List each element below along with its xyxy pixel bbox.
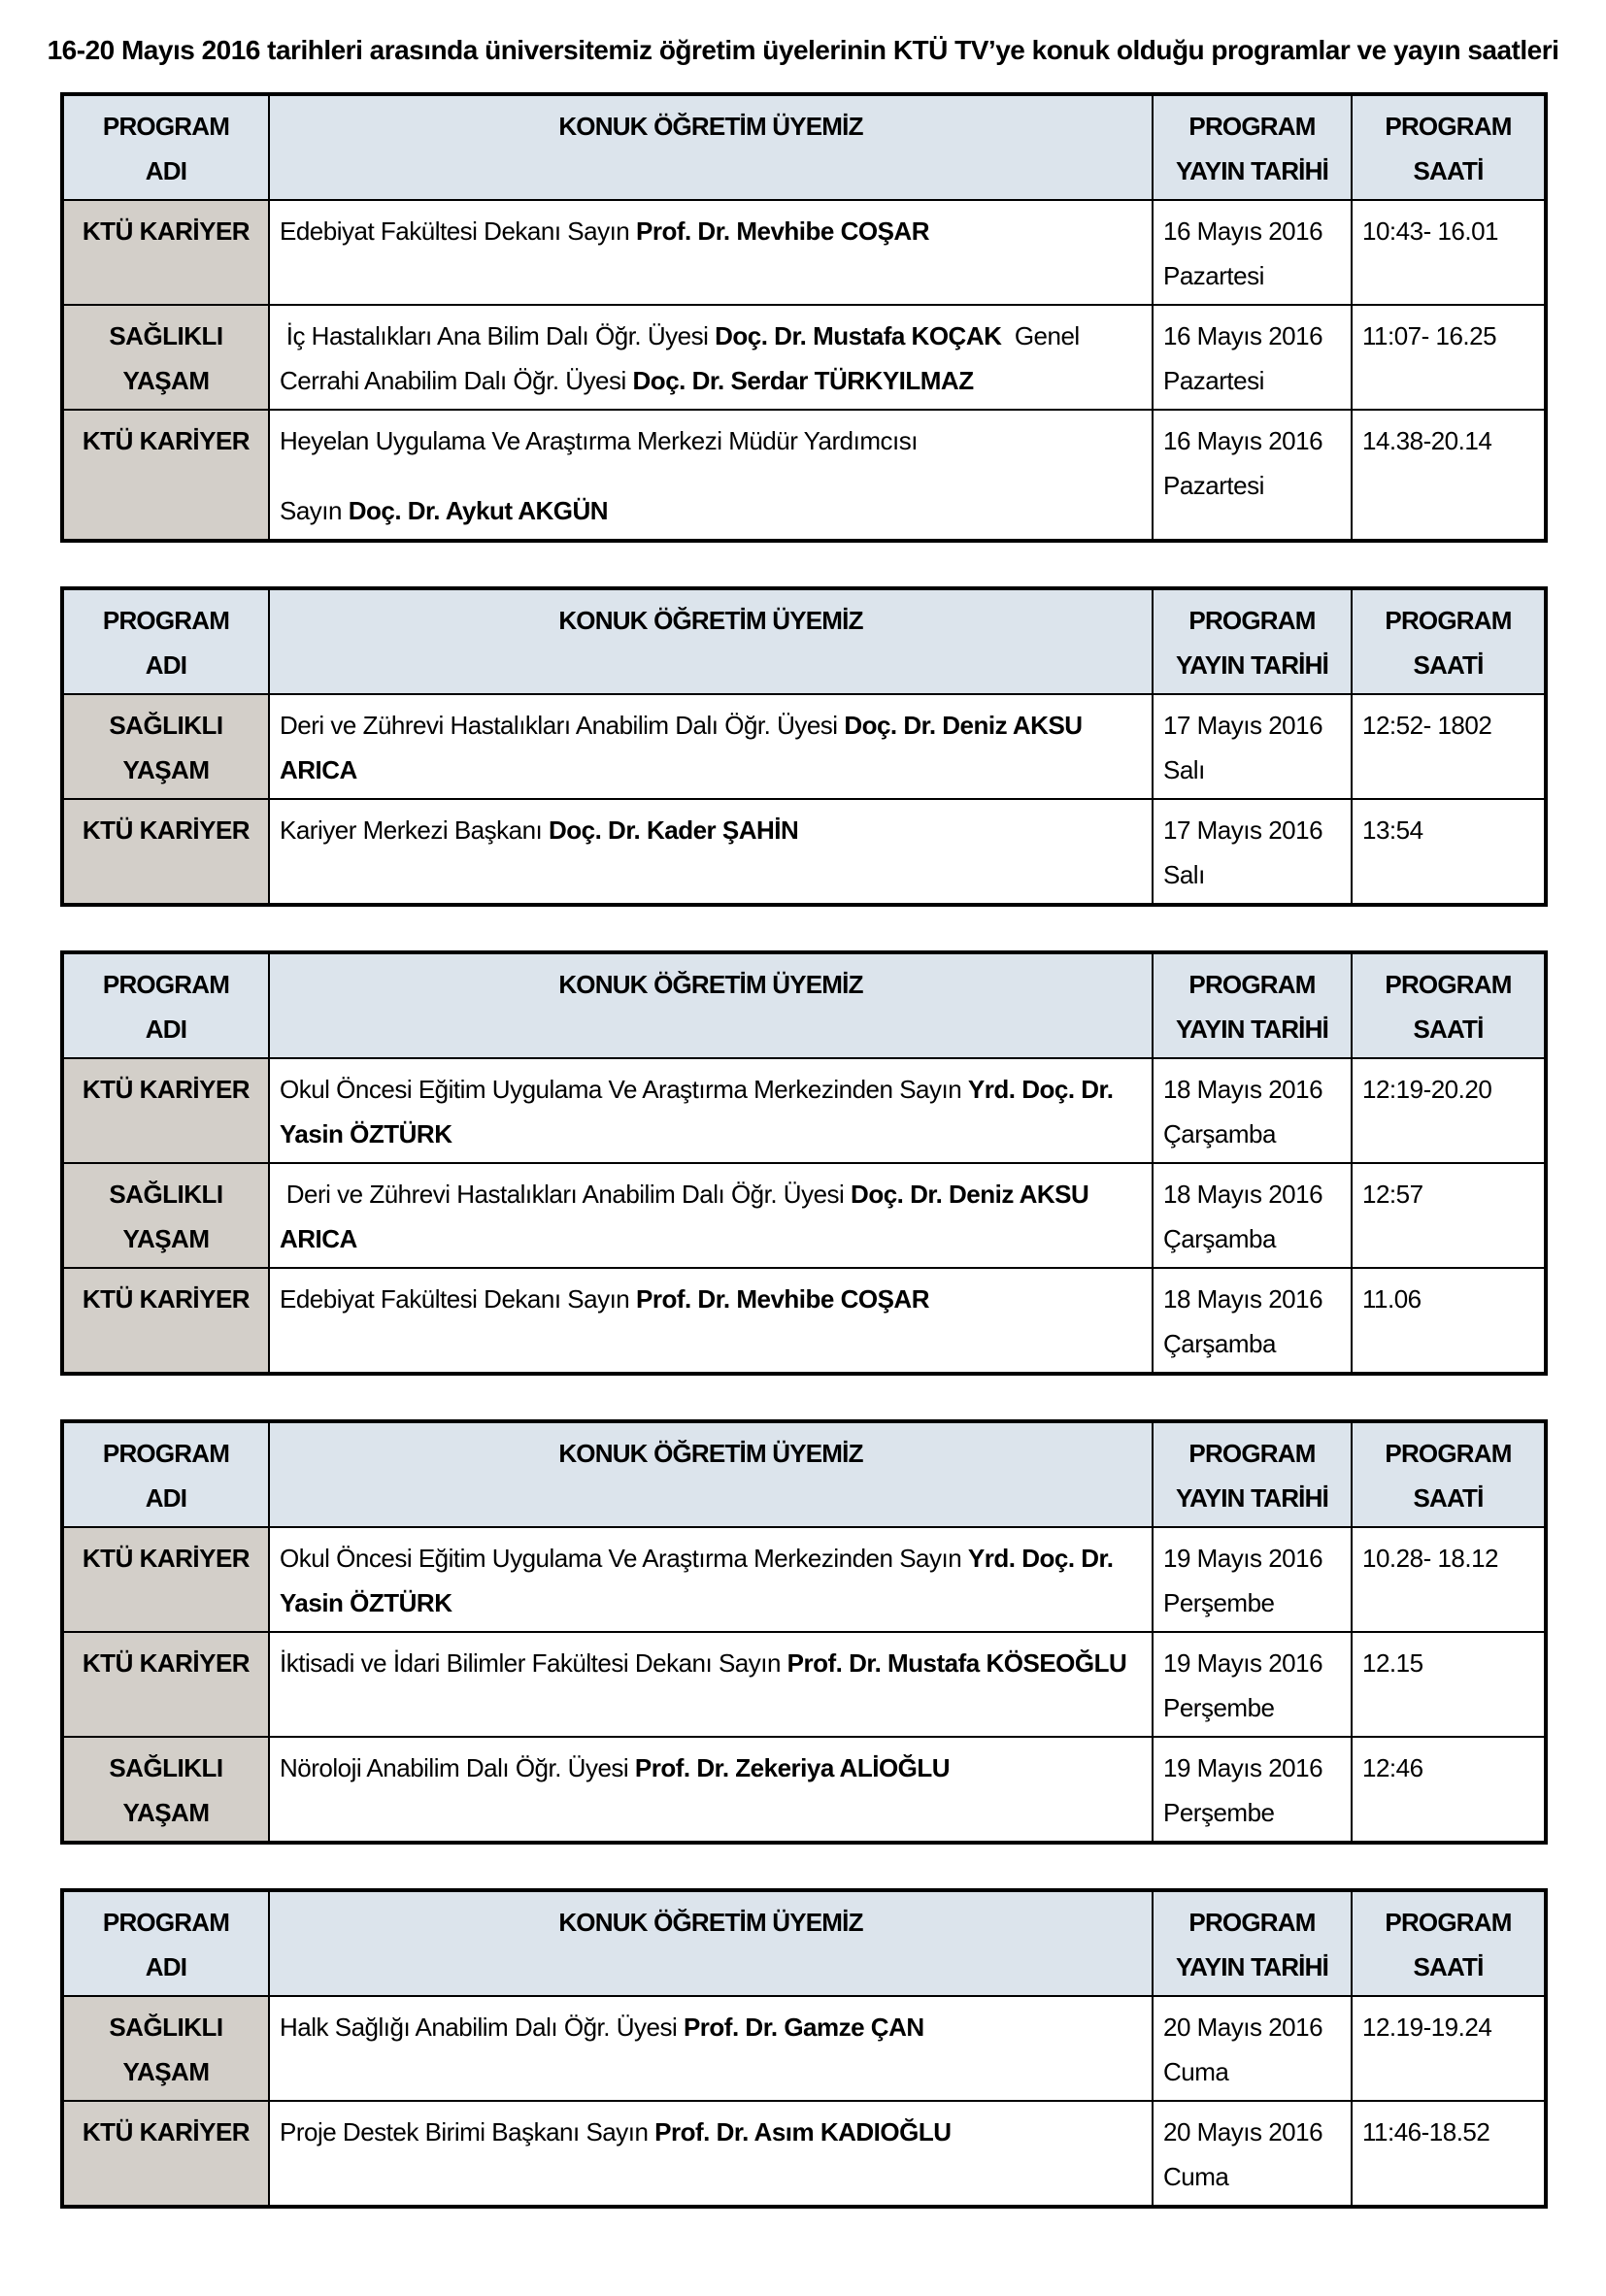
broadcast-time: 12.19-19.24: [1362, 2013, 1492, 2042]
guest-cell: [269, 410, 1153, 541]
date-cell: [1153, 694, 1352, 799]
broadcast-date: 18 Mayıs 2016: [1163, 1075, 1323, 1104]
time-cell: [1352, 1737, 1546, 1843]
broadcast-day: Pazartesi: [1163, 471, 1264, 500]
tables-root: [60, 92, 1606, 2209]
header-label: YAYIN TARİHİ: [1175, 1952, 1329, 1981]
broadcast-day: Perşembe: [1163, 1798, 1275, 1827]
program-name-cell: KTÜ KARİYER: [62, 1058, 269, 1163]
document-page: [0, 25, 1606, 2296]
header-label: KONUK ÖĞRETİM ÜYEMİZ: [558, 1908, 863, 1937]
header-label: KONUK ÖĞRETİM ÜYEMİZ: [558, 606, 863, 635]
guest-name-text: Yrd. Doç. Dr. Yasin ÖZTÜRK: [280, 1075, 1120, 1148]
table-row: [62, 1268, 1546, 1374]
guest-text: Kariyer Merkezi Başkanı: [280, 815, 549, 845]
guest-text: Sayın: [280, 496, 349, 525]
broadcast-date: 17 Mayıs 2016: [1163, 711, 1323, 740]
column-header-konuk-ogretim-uyemiz: [269, 952, 1153, 1058]
date-cell: [1153, 1527, 1352, 1632]
guest-cell: [269, 1737, 1153, 1843]
broadcast-day: Pazartesi: [1163, 261, 1264, 290]
broadcast-date: 18 Mayıs 2016: [1163, 1284, 1323, 1314]
time-cell: [1352, 1058, 1546, 1163]
date-cell: [1153, 799, 1352, 905]
guest-text: Deri ve Zührevi Hastalıkları Anabilim Dalı Öğr. Üyesi: [280, 1180, 852, 1209]
header-label: PROGRAM: [102, 112, 230, 141]
guest-text: Genel Cerrahi Anabilim Dalı Öğr. Üyesi: [280, 321, 1087, 395]
guest-paragraph: [280, 703, 1142, 792]
program-name-cell: KTÜ KARİYER: [62, 1268, 269, 1374]
guest-text: Okul Öncesi Eğitim Uygulama Ve Araştırma Merkezinden Sayın: [280, 1075, 968, 1104]
broadcast-time: 11:07- 16.25: [1362, 321, 1497, 350]
header-row: [62, 588, 1546, 694]
column-header-program-adi: [62, 1421, 269, 1527]
program-schedule-table: [60, 586, 1548, 907]
broadcast-day: Perşembe: [1163, 1588, 1275, 1617]
time-cell: [1352, 1632, 1546, 1737]
table-row: [62, 1527, 1546, 1632]
broadcast-time: 12:19-20.20: [1362, 1075, 1492, 1104]
date-cell: [1153, 1058, 1352, 1163]
broadcast-time: 11.06: [1362, 1284, 1422, 1314]
header-label: PROGRAM: [1188, 970, 1316, 999]
header-label: ADI: [145, 650, 187, 680]
time-cell: [1352, 1163, 1546, 1268]
header-row: [62, 94, 1546, 200]
broadcast-date: 16 Mayıs 2016: [1163, 321, 1323, 350]
time-cell: [1352, 305, 1546, 410]
header-row: [62, 1890, 1546, 1996]
broadcast-date: 18 Mayıs 2016: [1163, 1180, 1323, 1209]
header-label: SAATİ: [1413, 1952, 1484, 1981]
date-cell: [1153, 305, 1352, 410]
broadcast-time: 11:46-18.52: [1362, 2117, 1490, 2146]
guest-name-text: Doç. Dr. Serdar TÜRKYILMAZ: [632, 366, 974, 395]
header-label: PROGRAM: [102, 970, 230, 999]
header-label: ADI: [145, 156, 187, 185]
header-label: YAYIN TARİHİ: [1175, 1483, 1329, 1513]
column-header-program-yayin-tarihi: [1153, 588, 1352, 694]
column-header-program-adi: [62, 588, 269, 694]
broadcast-date: 17 Mayıs 2016: [1163, 815, 1323, 845]
date-cell: [1153, 2101, 1352, 2207]
broadcast-date: 16 Mayıs 2016: [1163, 426, 1323, 455]
header-label: YAYIN TARİHİ: [1175, 650, 1329, 680]
broadcast-day: Salı: [1163, 860, 1205, 889]
guest-name-text: Prof. Dr. Mustafa KÖSEOĞLU: [786, 1648, 1127, 1678]
table-row: [62, 2101, 1546, 2207]
guest-cell: [269, 1163, 1153, 1268]
header-label: KONUK ÖĞRETİM ÜYEMİZ: [558, 970, 863, 999]
broadcast-day: Cuma: [1163, 2162, 1229, 2191]
program-schedule-table: [60, 1888, 1548, 2209]
header-label: PROGRAM: [1188, 1908, 1316, 1937]
broadcast-date: 19 Mayıs 2016: [1163, 1544, 1323, 1573]
header-row: [62, 1421, 1546, 1527]
broadcast-time: 12:52- 1802: [1362, 711, 1492, 740]
header-label: PROGRAM: [102, 1908, 230, 1937]
program-name-cell: KTÜ KARİYER: [62, 410, 269, 541]
header-label: ADI: [145, 1952, 187, 1981]
guest-text: Proje Destek Birimi Başkanı Sayın: [280, 2117, 655, 2146]
column-header-program-saati: [1352, 1890, 1546, 1996]
date-cell: [1153, 1268, 1352, 1374]
time-cell: [1352, 1996, 1546, 2101]
guest-cell: [269, 200, 1153, 305]
guest-cell: [269, 2101, 1153, 2207]
column-header-program-saati: [1352, 1421, 1546, 1527]
header-label: PROGRAM: [1385, 1439, 1512, 1468]
column-header-program-yayin-tarihi: [1153, 1421, 1352, 1527]
guest-text: Nöroloji Anabilim Dalı Öğr. Üyesi: [280, 1753, 635, 1782]
guest-name-text: Prof. Dr. Asım KADIOĞLU: [654, 2117, 952, 2146]
broadcast-time: 12:57: [1362, 1180, 1423, 1209]
guest-name-text: Prof. Dr. Zekeriya ALİOĞLU: [634, 1753, 951, 1782]
broadcast-date: 16 Mayıs 2016: [1163, 216, 1323, 246]
page-title: 16-20 Mayıs 2016 tarihleri arasında üniversitemiz öğretim üyelerinin KTÜ TV’ye konuk olduğu programlar ve yayın saatleri: [47, 35, 1559, 65]
column-header-program-yayin-tarihi: [1153, 94, 1352, 200]
table-row: [62, 1996, 1546, 2101]
header-label: PROGRAM: [1188, 606, 1316, 635]
broadcast-day: Perşembe: [1163, 1693, 1275, 1722]
program-name-cell: SAĞLIKLI YAŞAM: [62, 305, 269, 410]
guest-text: İç Hastalıkları Ana Bilim Dalı Öğr. Üyesi: [280, 321, 716, 350]
guest-name-text: Doç. Dr. Deniz AKSU ARICA: [280, 1180, 1095, 1253]
broadcast-day: Çarşamba: [1163, 1224, 1276, 1253]
header-label: SAATİ: [1413, 1015, 1484, 1044]
broadcast-day: Çarşamba: [1163, 1329, 1276, 1358]
table-row: [62, 305, 1546, 410]
header-label: PROGRAM: [1188, 1439, 1316, 1468]
broadcast-time: 10:43- 16.01: [1362, 216, 1499, 246]
column-header-konuk-ogretim-uyemiz: [269, 1890, 1153, 1996]
broadcast-time: 12.15: [1362, 1648, 1423, 1678]
table-row: [62, 694, 1546, 799]
time-cell: [1352, 694, 1546, 799]
table-row: [62, 1058, 1546, 1163]
header-label: PROGRAM: [1188, 112, 1316, 141]
column-header-program-saati: [1352, 588, 1546, 694]
guest-paragraph: [280, 418, 1142, 463]
column-header-program-adi: [62, 94, 269, 200]
broadcast-day: Pazartesi: [1163, 366, 1264, 395]
table-row: [62, 410, 1546, 541]
time-cell: [1352, 200, 1546, 305]
time-cell: [1352, 410, 1546, 541]
header-row: [62, 952, 1546, 1058]
table-row: [62, 799, 1546, 905]
guest-cell: [269, 1632, 1153, 1737]
header-label: PROGRAM: [1385, 1908, 1512, 1937]
table-row: [62, 1632, 1546, 1737]
time-cell: [1352, 1527, 1546, 1632]
guest-paragraph: [280, 2110, 1142, 2154]
guest-name-text: Doç. Dr. Aykut AKGÜN: [348, 496, 609, 525]
guest-paragraph: [280, 1172, 1142, 1261]
guest-paragraph: [280, 314, 1142, 403]
table-row: [62, 1163, 1546, 1268]
header-label: SAATİ: [1413, 650, 1484, 680]
guest-text: Deri ve Zührevi Hastalıkları Anabilim Dalı Öğr. Üyesi: [280, 711, 845, 740]
header-label: PROGRAM: [1385, 112, 1512, 141]
program-schedule-table: [60, 1419, 1548, 1845]
broadcast-day: Çarşamba: [1163, 1119, 1276, 1148]
program-name-cell: KTÜ KARİYER: [62, 2101, 269, 2207]
header-label: PROGRAM: [1385, 606, 1512, 635]
guest-text: Edebiyat Fakültesi Dekanı Sayın: [280, 1284, 636, 1314]
program-name-cell: SAĞLIKLI YAŞAM: [62, 1737, 269, 1843]
guest-text: Halk Sağlığı Anabilim Dalı Öğr. Üyesi: [280, 2013, 684, 2042]
guest-text: Okul Öncesi Eğitim Uygulama Ve Araştırma Merkezinden Sayın: [280, 1544, 968, 1573]
header-label: KONUK ÖĞRETİM ÜYEMİZ: [558, 1439, 863, 1468]
date-cell: [1153, 1163, 1352, 1268]
column-header-program-saati: [1352, 94, 1546, 200]
time-cell: [1352, 799, 1546, 905]
guest-paragraph: [280, 488, 1142, 533]
column-header-konuk-ogretim-uyemiz: [269, 1421, 1153, 1527]
guest-paragraph: [280, 2005, 1142, 2049]
broadcast-day: Salı: [1163, 755, 1205, 784]
header-label: YAYIN TARİHİ: [1175, 156, 1329, 185]
header-label: ADI: [145, 1483, 187, 1513]
guest-cell: [269, 799, 1153, 905]
guest-cell: [269, 305, 1153, 410]
column-header-program-yayin-tarihi: [1153, 1890, 1352, 1996]
guest-paragraph: [280, 1067, 1142, 1156]
column-header-program-adi: [62, 952, 269, 1058]
guest-cell: [269, 694, 1153, 799]
time-cell: [1352, 2101, 1546, 2207]
column-header-program-yayin-tarihi: [1153, 952, 1352, 1058]
guest-cell: [269, 1058, 1153, 1163]
table-row: [62, 1737, 1546, 1843]
date-cell: [1153, 1632, 1352, 1737]
header-label: ADI: [145, 1015, 187, 1044]
guest-paragraph: [280, 1746, 1142, 1790]
guest-name-text: Prof. Dr. Mevhibe COŞAR: [635, 216, 929, 246]
broadcast-day: Cuma: [1163, 2057, 1229, 2086]
broadcast-date: 20 Mayıs 2016: [1163, 2117, 1323, 2146]
guest-text: Edebiyat Fakültesi Dekanı Sayın: [280, 216, 636, 246]
guest-paragraph: [280, 1536, 1142, 1625]
program-name-cell: SAĞLIKLI YAŞAM: [62, 694, 269, 799]
program-name-cell: SAĞLIKLI YAŞAM: [62, 1163, 269, 1268]
header-label: PROGRAM: [1385, 970, 1512, 999]
broadcast-time: 14.38-20.14: [1362, 426, 1492, 455]
time-cell: [1352, 1268, 1546, 1374]
header-label: PROGRAM: [102, 1439, 230, 1468]
broadcast-time: 10.28- 18.12: [1362, 1544, 1499, 1573]
header-label: YAYIN TARİHİ: [1175, 1015, 1329, 1044]
date-cell: [1153, 1996, 1352, 2101]
guest-cell: [269, 1996, 1153, 2101]
guest-name-text: Yrd. Doç. Dr. Yasin ÖZTÜRK: [280, 1544, 1120, 1617]
header-label: SAATİ: [1413, 156, 1484, 185]
guest-cell: [269, 1527, 1153, 1632]
guest-name-text: Prof. Dr. Gamze ÇAN: [683, 2013, 924, 2042]
header-label: PROGRAM: [102, 606, 230, 635]
table-row: [62, 200, 1546, 305]
guest-name-text: Doç. Dr. Deniz AKSU ARICA: [280, 711, 1088, 784]
guest-paragraph: [280, 209, 1142, 253]
guest-paragraph: [280, 1641, 1142, 1685]
date-cell: [1153, 200, 1352, 305]
broadcast-date: 19 Mayıs 2016: [1163, 1753, 1323, 1782]
guest-cell: [269, 1268, 1153, 1374]
column-header-konuk-ogretim-uyemiz: [269, 588, 1153, 694]
program-name-cell: KTÜ KARİYER: [62, 200, 269, 305]
program-name-cell: KTÜ KARİYER: [62, 1632, 269, 1737]
column-header-konuk-ogretim-uyemiz: [269, 94, 1153, 200]
broadcast-date: 20 Mayıs 2016: [1163, 2013, 1323, 2042]
program-schedule-table: [60, 92, 1548, 543]
date-cell: [1153, 410, 1352, 541]
date-cell: [1153, 1737, 1352, 1843]
guest-name-text: Prof. Dr. Mevhibe COŞAR: [635, 1284, 929, 1314]
header-label: KONUK ÖĞRETİM ÜYEMİZ: [558, 112, 863, 141]
column-header-program-saati: [1352, 952, 1546, 1058]
guest-paragraph: [280, 1277, 1142, 1321]
broadcast-time: 12:46: [1362, 1753, 1423, 1782]
program-name-cell: KTÜ KARİYER: [62, 1527, 269, 1632]
column-header-program-adi: [62, 1890, 269, 1996]
guest-paragraph: [280, 808, 1142, 852]
program-name-cell: SAĞLIKLI YAŞAM: [62, 1996, 269, 2101]
broadcast-date: 19 Mayıs 2016: [1163, 1648, 1323, 1678]
guest-name-text: Doç. Dr. Mustafa KOÇAK: [715, 321, 1002, 350]
program-schedule-table: [60, 950, 1548, 1376]
header-label: SAATİ: [1413, 1483, 1484, 1513]
broadcast-time: 13:54: [1362, 815, 1423, 845]
guest-text: İktisadi ve İdari Bilimler Fakültesi Dekanı Sayın: [280, 1648, 787, 1678]
program-name-cell: KTÜ KARİYER: [62, 799, 269, 905]
guest-name-text: Doç. Dr. Kader ŞAHİN: [548, 815, 799, 845]
guest-text: Heyelan Uygulama Ve Araştırma Merkezi Müdür Yardımcısı: [280, 426, 918, 455]
